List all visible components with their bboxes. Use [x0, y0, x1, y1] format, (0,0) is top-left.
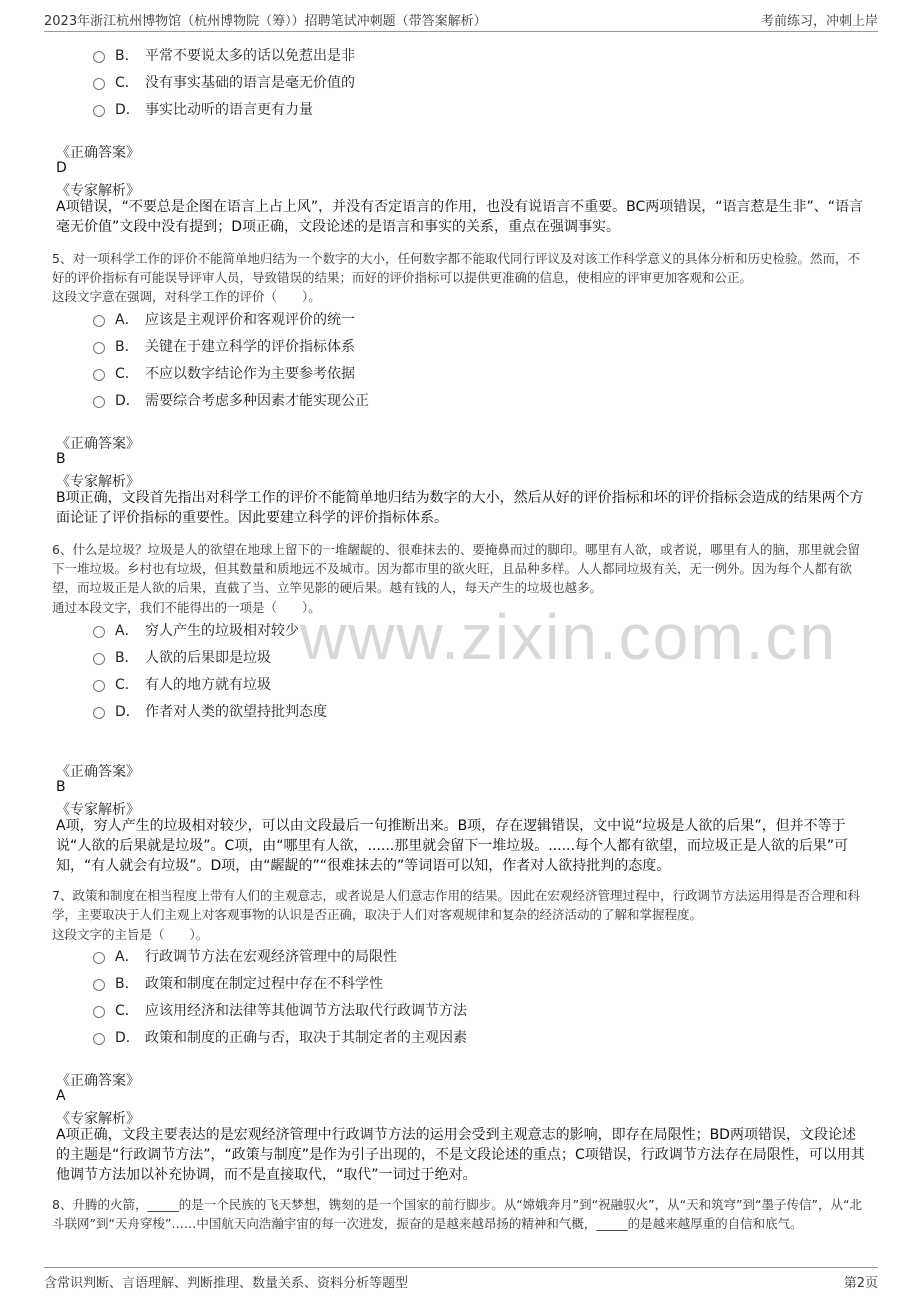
option-text: 关键在于建立科学的评价指标体系 [145, 339, 355, 355]
option-letter: D． [115, 393, 140, 409]
radio-icon[interactable] [93, 952, 105, 964]
option-text: 平常不要说太多的话以免惹出是非 [145, 48, 355, 64]
option-text: 行政调节方法在宏观经济管理中的局限性 [145, 949, 397, 965]
q6-explanation-label: 《专家解析》 [56, 802, 140, 818]
page-number: 第2页 [843, 1276, 878, 1291]
option-letter: C． [115, 75, 139, 91]
option-letter: B． [115, 650, 139, 666]
q7-explanation: A项正确，文段主要表达的是宏观经济管理中行政调节方法的运用会受到主观意志的影响，即存在局限性；BD两项错误，文段论述的主题是“行政调节方法”，“政策与制度”是作为引子出现的，不是文段论述的重点；C项错误，行政调节方法存在局限性，可以用其他调节方法加以补充协调，而不是直接取代，“取代”一词过于绝对。 [56, 1127, 865, 1183]
radio-icon[interactable] [93, 1006, 105, 1018]
option-text: 需要综合考虑多种因素才能实现公正 [145, 393, 369, 409]
q4-answer: D [56, 160, 67, 176]
option-letter: B． [115, 339, 139, 355]
q5-option-a[interactable] [93, 308, 355, 330]
radio-icon[interactable] [93, 1033, 105, 1045]
q4-option-b[interactable] [93, 44, 355, 66]
q6-answer: B [56, 779, 66, 795]
q5-answer: B [56, 451, 66, 467]
watermark: www.zixin.com.cn [300, 601, 837, 673]
q5-question: 这段文字意在强调，对科学工作的评价（ ）。 [52, 289, 321, 304]
option-letter: B． [115, 48, 139, 64]
option-text: 没有事实基础的语言是毫无价值的 [145, 75, 355, 91]
q4-answer-label: 《正确答案》 [56, 145, 140, 161]
footer-topics: 含常识判断、言语理解、判断推理、数量关系、资料分析等题型 [44, 1276, 409, 1291]
option-letter: C． [115, 1003, 139, 1019]
q7-option-a[interactable] [93, 945, 397, 967]
q6-answer-label: 《正确答案》 [56, 764, 140, 780]
q4-explanation: A项错误，“不要总是企图在语言上占上风”，并没有否定语言的作用，也没有说语言不重要。BC两项错误，“语言惹是生非”、“语言毫无价值”文段中没有提到；D项正确，文段论述的是语言和事实的关系，重点在强调事实。 [56, 199, 863, 235]
header-divider [44, 31, 878, 32]
header-slogan: 考前练习，冲刺上岸 [760, 14, 878, 29]
q6-option-c[interactable] [93, 673, 271, 695]
option-text: 政策和制度在制定过程中存在不科学性 [145, 976, 383, 992]
radio-icon[interactable] [93, 680, 105, 692]
q6-option-d[interactable] [93, 700, 327, 722]
option-letter: A． [115, 623, 139, 639]
option-text: 不应以数字结论作为主要参考依据 [145, 366, 355, 382]
q7-explanation-label: 《专家解析》 [56, 1111, 140, 1127]
option-letter: A． [115, 949, 139, 965]
option-letter: C． [115, 366, 139, 382]
q6-option-b[interactable] [93, 646, 271, 668]
q4-option-d[interactable] [93, 98, 313, 120]
q6-explanation: A项，穷人产生的垃圾相对较少，可以由文段最后一句推断出来。B项，存在逻辑错误，文中说“垃圾是人欲的后果”，但并不等于说“人欲的后果就是垃圾”。C项，由“哪里有人欲，......那里就会留下一堆垃圾。......每个人都有欲望，而垃圾正是人欲的后果”可知，“有人就会有垃圾”。D项，由“龌龊的”“很难抹去的”等词语可以知，作者对人欲持批判的态度。 [56, 818, 849, 874]
q5-stem: 5、对一项科学工作的评价不能简单地归结为一个数字的大小，任何数字都不能取代同行评议及对该工作科学意义的具体分析和历史检验。然而，不好的评价指标有可能误导评审人员，导致错误的结果；而好的评价指标可以提供更准确的信息，使相应的评审更加客观和公正。 [52, 251, 860, 285]
radio-icon[interactable] [93, 315, 105, 327]
option-text: 有人的地方就有垃圾 [145, 677, 271, 693]
radio-icon[interactable] [93, 707, 105, 719]
q7-answer-label: 《正确答案》 [56, 1073, 140, 1089]
q4-option-c[interactable] [93, 71, 355, 93]
q6-stem: 6、什么是垃圾？垃圾是人的欲望在地球上留下的一堆龌龊的、很难抹去的、要掩鼻而过的脚印。哪里有人欲，或者说，哪里有人的脑，那里就会留下一堆垃圾。乡村也有垃圾，但其数量和质地远不及城市。因为都市里的欲火旺，且品种多样。人人都同垃圾有关，无一例外。因为每个人都有欲望，而垃圾正是人欲的后果，直截了当、立竿见影的硬后果。越有钱的人，每天产生的垃圾也越多。 [52, 542, 860, 595]
q7-stem: 7、政策和制度在相当程度上带有人们的主观意志，或者说是人们意志作用的结果。因此在宏观经济管理过程中，行政调节方法运用得是否合理和科学，主要取决于人们主观上对客观事物的认识是否正确，取决于人们对客观规律和复杂的经济活动的了解和掌握程度。 [52, 888, 860, 922]
q6-question: 通过本段文字，我们不能得出的一项是（ ）。 [52, 600, 321, 615]
option-letter: C． [115, 677, 139, 693]
radio-icon[interactable] [93, 51, 105, 63]
q5-explanation: B项正确，文段首先指出对科学工作的评价不能简单地归结为数字的大小，然后从好的评价指标和坏的评价指标会造成的结果两个方面论证了评价指标的重要性。因此要建立科学的评价指标体系。 [56, 490, 864, 526]
radio-icon[interactable] [93, 78, 105, 90]
q4-explanation-label: 《专家解析》 [56, 183, 140, 199]
q7-option-d[interactable] [93, 1026, 467, 1048]
option-text: 政策和制度的正确与否，取决于其制定者的主观因素 [145, 1030, 467, 1046]
option-text: 作者对人类的欲望持批判态度 [145, 704, 327, 720]
option-letter: B． [115, 976, 139, 992]
q5-option-b[interactable] [93, 335, 355, 357]
q7-answer: A [56, 1088, 66, 1104]
q5-option-c[interactable] [93, 362, 355, 384]
q7-option-c[interactable] [93, 999, 467, 1021]
page-header [0, 0, 920, 34]
option-text: 穷人产生的垃圾相对较少 [145, 623, 299, 639]
option-letter: D． [115, 704, 140, 720]
radio-icon[interactable] [93, 396, 105, 408]
document-title: 2023年浙江杭州博物馆（杭州博物院（筹））招聘笔试冲刺题（带答案解析） [44, 14, 487, 29]
q5-option-d[interactable] [93, 389, 369, 411]
option-text: 应该用经济和法律等其他调节方法取代行政调节方法 [145, 1003, 467, 1019]
option-text: 事实比动听的语言更有力量 [145, 102, 313, 118]
radio-icon[interactable] [93, 105, 105, 117]
radio-icon[interactable] [93, 342, 105, 354]
option-letter: D． [115, 102, 140, 118]
radio-icon[interactable] [93, 369, 105, 381]
option-text: 人欲的后果即是垃圾 [145, 650, 271, 666]
option-text: 应该是主观评价和客观评价的统一 [145, 312, 355, 328]
footer-divider [44, 1267, 878, 1268]
q5-answer-label: 《正确答案》 [56, 436, 140, 452]
q7-option-b[interactable] [93, 972, 383, 994]
option-letter: A． [115, 312, 139, 328]
option-letter: D． [115, 1030, 140, 1046]
q5-explanation-label: 《专家解析》 [56, 474, 140, 490]
radio-icon[interactable] [93, 653, 105, 665]
q6-option-a[interactable] [93, 619, 299, 641]
radio-icon[interactable] [93, 626, 105, 638]
q8-stem: 8、升腾的火箭，_____的是一个民族的飞天梦想，镌刻的是一个国家的前行脚步。从“嫦娥奔月”到“祝融驭火”，从“天和筑穹”到“墨子传信”，从“北斗联网”到“天舟穿梭”……中国航天向浩瀚宇宙的每一次进发，振奋的是越来越昂扬的精神和气概，_____的是越来越厚重的自信和底气。 [52, 1197, 862, 1231]
radio-icon[interactable] [93, 979, 105, 991]
q7-question: 这段文字的主旨是（ ）。 [52, 927, 209, 942]
